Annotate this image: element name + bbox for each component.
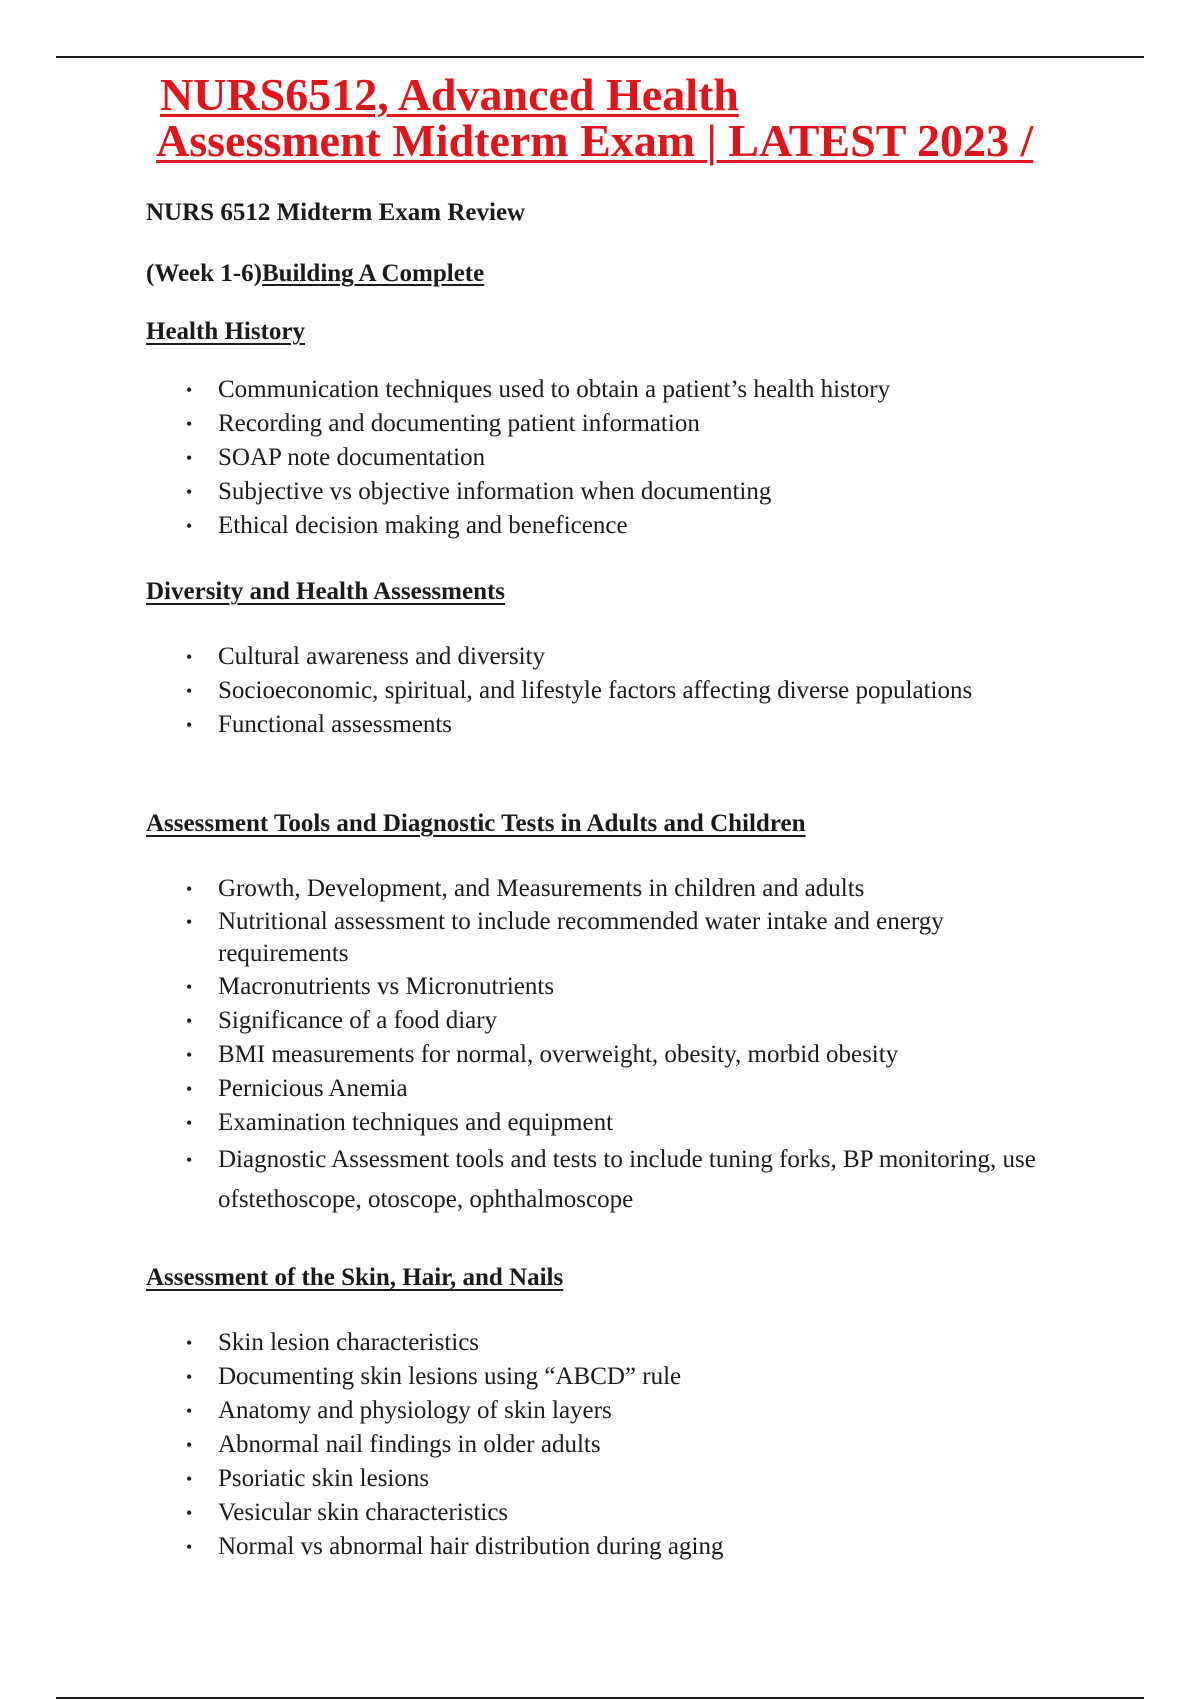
title-line-2: Assessment Midterm Exam | LATEST 2023 /	[156, 115, 1034, 166]
list-item: • Significance of a food diary	[218, 1004, 1078, 1038]
list-item: • Examination techniques and equipment	[218, 1106, 1078, 1140]
list-item: • Skin lesion characteristics	[218, 1326, 723, 1360]
top-rule	[56, 56, 1144, 58]
diversity-list	[218, 640, 972, 742]
list-item: • BMI measurements for normal, overweight, obesity, morbid obesity	[218, 1038, 1078, 1072]
list-item: • Cultural awareness and diversity	[218, 640, 972, 674]
list-item: • Normal vs abnormal hair distribution during aging	[218, 1530, 723, 1564]
health-history-list	[218, 373, 890, 543]
list-item: • Communication techniques used to obtain a patient’s health history	[218, 373, 890, 407]
list-item: • SOAP note documentation	[218, 441, 890, 475]
list-item: • Recording and documenting patient information	[218, 407, 890, 441]
skin-hair-nails-list	[218, 1326, 723, 1564]
week-heading: Building A Complete	[261, 260, 485, 287]
list-item: • Vesicular skin characteristics	[218, 1496, 723, 1530]
list-item: • Functional assessments	[218, 708, 972, 742]
list-item: • Ethical decision making and beneficence	[218, 509, 890, 543]
list-item: • Subjective vs objective information when documenting	[218, 475, 890, 509]
list-item: • Nutritional assessment to include recommended water intake and energy requirements	[218, 906, 1078, 970]
list-item: • Psoriatic skin lesions	[218, 1462, 723, 1496]
bottom-rule	[56, 1697, 1144, 1699]
list-item: • Socioeconomic, spiritual, and lifestyle factors affecting diverse populations	[218, 674, 972, 708]
review-title: NURS 6512 Midterm Exam Review	[146, 199, 526, 226]
section-heading-skin-hair-nails: Assessment of the Skin, Hair, and Nails	[146, 1264, 564, 1291]
title-line-1: NURS6512, Advanced Health	[160, 69, 739, 120]
week-line	[146, 260, 484, 288]
list-item: • Pernicious Anemia	[218, 1072, 1078, 1106]
week-prefix: (Week 1-6)	[146, 260, 262, 287]
list-item: • Growth, Development, and Measurements in children and adults	[218, 872, 1078, 906]
section-heading-health-history: Health History	[146, 318, 306, 345]
section-heading-diversity: Diversity and Health Assessments	[146, 578, 506, 605]
list-item: • Macronutrients vs Micronutrients	[218, 970, 1078, 1004]
list-item: • Abnormal nail findings in older adults	[218, 1428, 723, 1462]
section-heading-assessment-tools: Assessment Tools and Diagnostic Tests in Adults and Children	[146, 810, 806, 837]
assessment-tools-list	[218, 872, 1078, 1220]
list-item: • Documenting skin lesions using “ABCD” rule	[218, 1360, 723, 1394]
list-item: • Diagnostic Assessment tools and tests to include tuning forks, BP monitoring, use ofstethoscope, otoscope, ophthalmoscope	[218, 1140, 1078, 1220]
list-item: • Anatomy and physiology of skin layers	[218, 1394, 723, 1428]
document-title	[156, 69, 1120, 166]
